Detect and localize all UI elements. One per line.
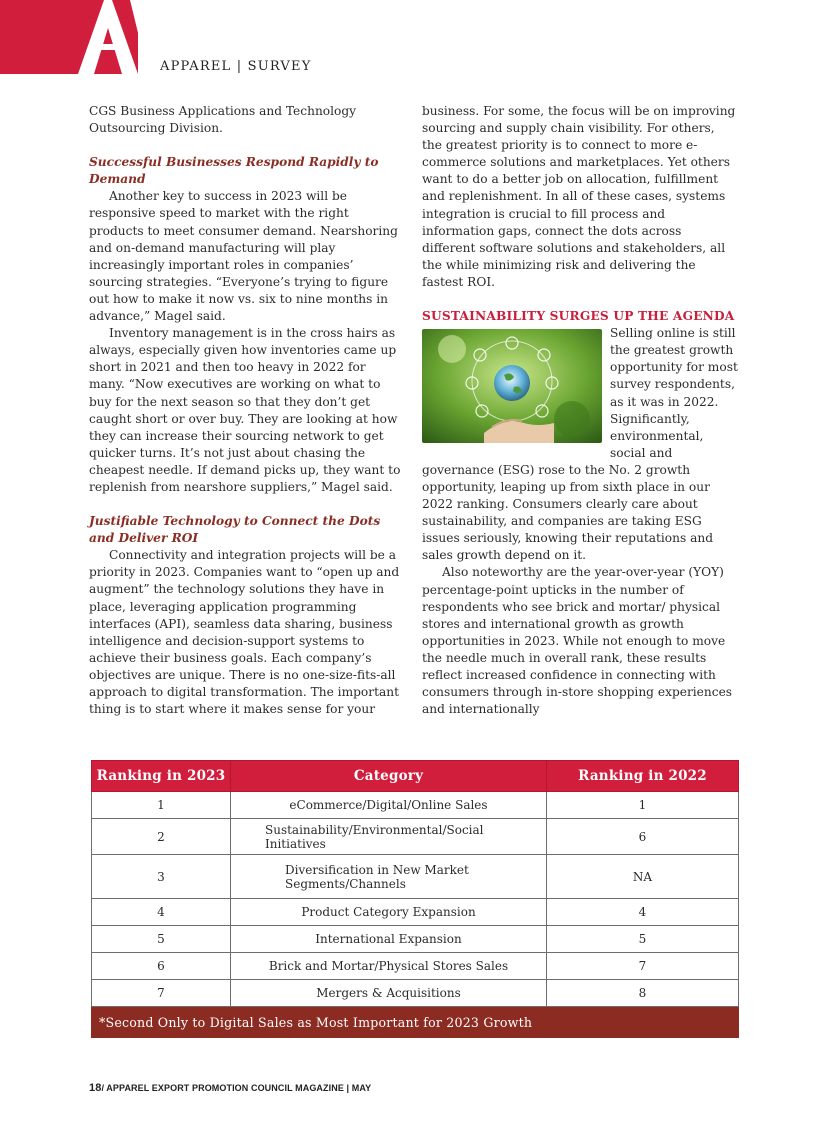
paragraph: Also noteworthy are the year-over-year (YOY) percentage-point upticks in the number of respondents who see brick and mortar/ physical stores and international growth as growth opportunities in 2023. While not enough to move the needle much in overall rank, these results reflect increased confidence in connecting with consumers through in-store shopping experiences and internationally	[422, 565, 733, 717]
magazine-logo	[0, 0, 148, 74]
category-cell: Brick and Mortar/Physical Stores Sales	[231, 953, 547, 980]
table-row	[92, 926, 739, 953]
subheading: Justifiable Technology to Connect the Dots and Deliver ROI	[89, 514, 381, 546]
article-left-column	[89, 103, 405, 718]
paragraph: business. For some, the focus will be on improving sourcing and supply chain visibility. For others, the greatest priority is to connect to more e-commerce solutions and marketplaces. Yet others want to do a better job on allocation, fulfillment and replenishment. In all of these cases, systems integration is crucial to fill process and information gaps, connect the dots across different software solutions and stakeholders, all the while minimizing risk and delivering the fastest ROI.	[422, 104, 736, 289]
page-number: 18	[89, 1082, 102, 1094]
rank-2023-cell: 7	[92, 980, 231, 1007]
section-label: APPAREL | SURVEY	[160, 59, 312, 74]
table-row	[92, 953, 739, 980]
paragraph: Selling online is still the greatest growth opportunity for most survey respondents, as it was in 2022. Significantly, environmental, social and governance (ESG) rose to the No. 2 growth opportunity, leaping up from sixth place in our 2022 ranking. Consumers clearly care about sustainability, and companies are taking ESG issues seriously, knowing their reputations and sales growth depend on it.	[422, 326, 738, 563]
table-footnote: *Second Only to Digital Sales as Most Important for 2023 Growth	[92, 1007, 739, 1038]
article-right-column	[422, 103, 738, 718]
category-cell: Product Category Expansion	[231, 899, 547, 926]
growth-ranking-table	[91, 760, 739, 1038]
rank-2022-cell: 1	[547, 792, 739, 819]
table-row	[92, 819, 739, 855]
table-row	[92, 980, 739, 1007]
rank-2023-cell: 2	[92, 819, 231, 855]
table-row	[92, 792, 739, 819]
page-footer	[89, 1082, 371, 1094]
subheading: SUSTAINABILITY SURGES UP THE AGENDA	[422, 309, 735, 324]
table-row	[92, 855, 739, 899]
paragraph: Connectivity and integration projects will be a priority in 2023. Companies want to “open up and augment” the technology solutions they have in place, leveraging application programming interfaces (API), seamless data sharing, business intelligence and decision-support systems to achieve their business goals. Each company’s objectives are unique. There is no one-size-fits-all approach to digital transformation. The important thing is to start where it makes sense for your	[89, 548, 400, 717]
rank-2022-cell: 8	[547, 980, 739, 1007]
rank-2023-cell: 4	[92, 899, 231, 926]
category-cell: Diversification in New Market Segments/Channels	[231, 855, 547, 899]
table-footer-row	[92, 1007, 739, 1038]
paragraph: CGS Business Applications and Technology Outsourcing Division.	[89, 104, 357, 136]
rank-2023-cell: 6	[92, 953, 231, 980]
column-header: Ranking in 2022	[547, 761, 739, 792]
table-row	[92, 899, 739, 926]
category-cell: Sustainability/Environmental/Social Initiatives	[231, 819, 547, 855]
paragraph: Inventory management is in the cross hairs as always, especially given how inventories came up short in 2021 and then too heavy in 2022 for many. “Now executives are working on what to buy for the next season so that they don’t get caught short or over buy. They are looking at how they can increase their sourcing network to get quicker turns. It’s not just about chasing the cheapest needle. If demand picks up, they want to replenish from nearshore suppliers,” Magel said.	[89, 326, 401, 494]
rank-2022-cell: NA	[547, 855, 739, 899]
category-cell: eCommerce/Digital/Online Sales	[231, 792, 547, 819]
rank-2022-cell: 6	[547, 819, 739, 855]
category-cell: International Expansion	[231, 926, 547, 953]
rank-2023-cell: 5	[92, 926, 231, 953]
rank-2023-cell: 1	[92, 792, 231, 819]
subheading: Successful Businesses Respond Rapidly to Demand	[89, 155, 379, 187]
paragraph: Another key to success in 2023 will be responsive speed to market with the right products to meet consumer demand. Nearshoring and on-demand manufacturing will play increasingly important roles in companies’ sourcing strategies. “Everyone’s trying to figure out how to make it now vs. six to nine months in advance,” Magel said.	[89, 189, 398, 324]
category-cell: Mergers & Acquisitions	[231, 980, 547, 1007]
sustainability-photo	[422, 329, 602, 443]
rank-2022-cell: 5	[547, 926, 739, 953]
rank-2022-cell: 4	[547, 899, 739, 926]
rank-2023-cell: 3	[92, 855, 231, 899]
column-header: Category	[231, 761, 547, 792]
publication-name: / APPAREL EXPORT PROMOTION COUNCIL MAGAZINE | MAY	[101, 1083, 372, 1093]
rank-2022-cell: 7	[547, 953, 739, 980]
column-header: Ranking in 2023	[92, 761, 231, 792]
